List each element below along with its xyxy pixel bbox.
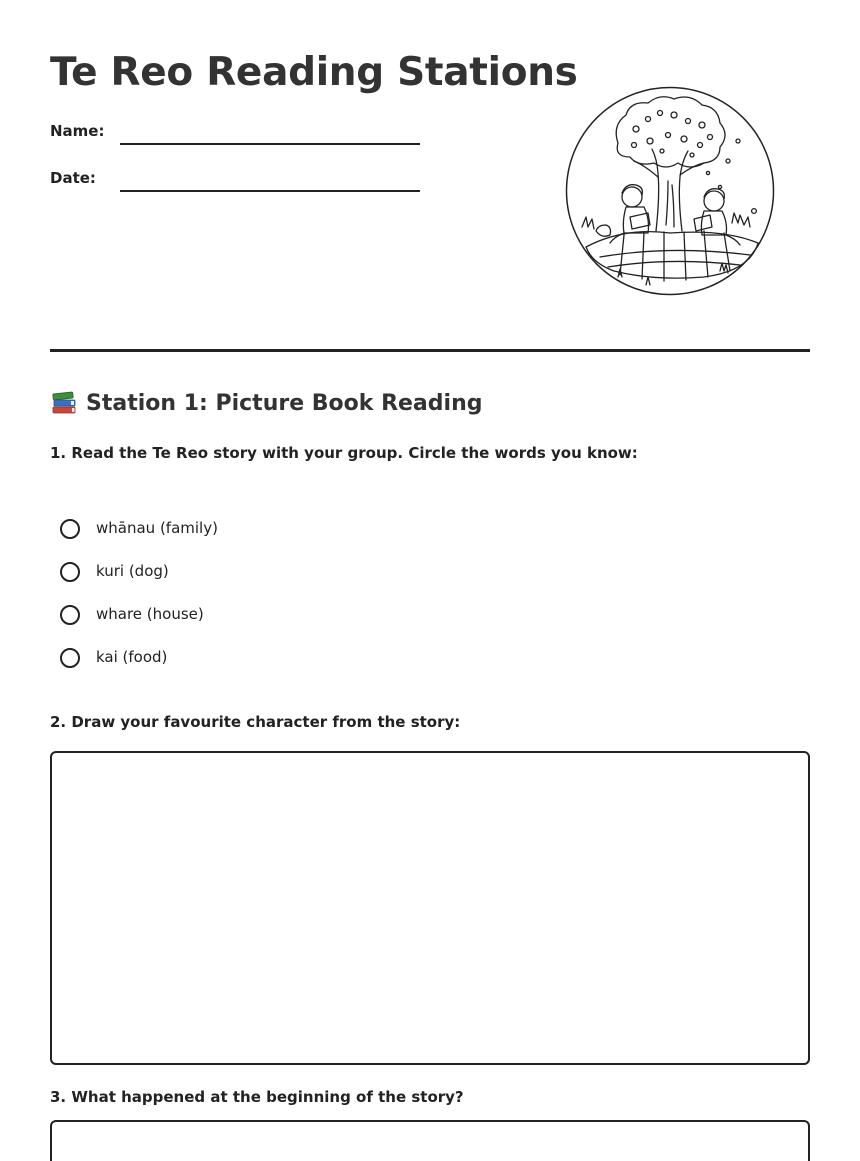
answer-area[interactable] (50, 1120, 810, 1161)
word-option-label: kai (food) (96, 647, 168, 666)
word-options (60, 506, 218, 678)
circle-option-icon[interactable] (60, 562, 80, 582)
name-line[interactable] (120, 143, 420, 145)
question-3: 3. What happened at the beginning of the story? (50, 1088, 464, 1106)
word-option-label: kuri (dog) (96, 561, 169, 580)
word-option-kuri[interactable] (60, 549, 218, 592)
drawing-area[interactable] (50, 751, 810, 1065)
date-line[interactable] (120, 190, 420, 192)
name-field[interactable] (50, 116, 420, 146)
page-title: Te Reo Reading Stations (50, 50, 578, 95)
circle-option-icon[interactable] (60, 519, 80, 539)
name-label: Name: (50, 122, 105, 140)
word-option-whanau[interactable] (60, 506, 218, 549)
word-option-whare[interactable] (60, 592, 218, 635)
word-option-label: whare (house) (96, 604, 204, 623)
books-icon (50, 389, 78, 417)
station1-heading (50, 386, 482, 420)
question-1: 1. Read the Te Reo story with your group. Circle the words you know: (50, 444, 638, 462)
children-reading-under-tree-illustration (564, 85, 776, 297)
station1-heading-text: Station 1: Picture Book Reading (86, 390, 483, 416)
question-2: 2. Draw your favourite character from the story: (50, 713, 461, 731)
circle-option-icon[interactable] (60, 648, 80, 668)
word-option-label: whānau (family) (96, 518, 218, 537)
date-field[interactable] (50, 163, 420, 193)
word-option-kai[interactable] (60, 635, 218, 678)
date-label: Date: (50, 169, 96, 187)
circle-option-icon[interactable] (60, 605, 80, 625)
section-divider (50, 349, 810, 352)
